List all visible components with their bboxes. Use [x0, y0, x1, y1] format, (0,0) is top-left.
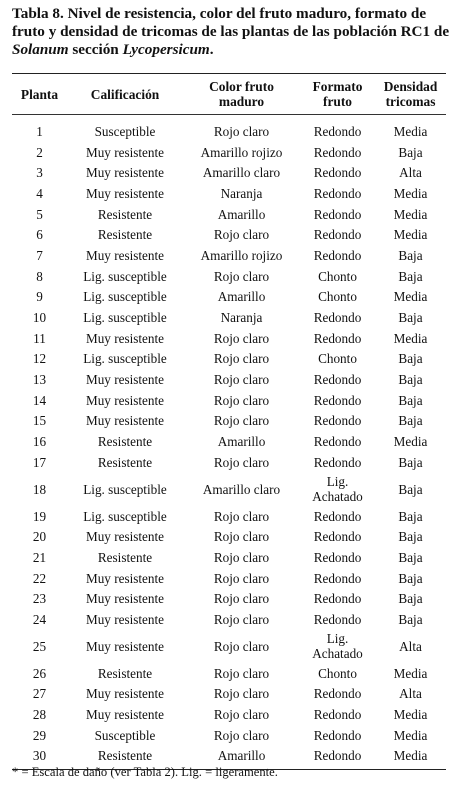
cell-color: Amarillo: [217, 206, 266, 222]
cell-planta: 19: [32, 508, 47, 524]
cell-color: Rojo claro: [213, 727, 270, 743]
header-calificacion: Calificación: [67, 74, 183, 115]
cell-color: Rojo claro: [213, 570, 270, 586]
cell-formato: Redondo: [313, 310, 362, 326]
cell-formato: Lig. Achatado: [312, 474, 363, 505]
cell-formato: Redondo: [313, 392, 362, 408]
cell-calificacion: Lig. susceptible: [83, 289, 167, 305]
cell-color: Amarillo: [183, 746, 300, 770]
table-caption: [12, 5, 458, 59]
cell-formato: Redondo: [313, 727, 362, 743]
cell-color: Rojo claro: [213, 707, 270, 723]
cell-planta: 27: [32, 686, 47, 702]
cell-planta: 8: [36, 268, 43, 284]
table-row: [12, 588, 446, 609]
table-body: [12, 115, 446, 770]
table-row: [12, 142, 446, 163]
cell-densidad: Baja: [398, 570, 423, 586]
cell-planta: 5: [36, 206, 43, 222]
cell-calificacion: Muy resistente: [85, 185, 164, 201]
table-row: [12, 473, 446, 506]
cell-color: Rojo claro: [213, 638, 270, 654]
cell-color: Rojo claro: [213, 454, 270, 470]
table-row: [12, 328, 446, 349]
table-row: [12, 684, 446, 705]
cell-planta: 10: [32, 310, 47, 326]
cell-color: Rojo claro: [213, 351, 270, 367]
table-row: [12, 390, 446, 411]
cell-formato: Redondo: [313, 206, 362, 222]
cell-formato: Redondo: [313, 686, 362, 702]
cell-planta: 14: [32, 392, 47, 408]
cell-calificacion: Muy resistente: [85, 372, 164, 388]
cell-densidad: Media: [393, 330, 428, 346]
cell-color: Rojo claro: [213, 508, 270, 524]
cell-color: Rojo claro: [213, 123, 270, 139]
cell-color: Rojo claro: [213, 392, 270, 408]
cell-calificacion: Lig. susceptible: [83, 481, 167, 497]
cell-color: Rojo claro: [213, 268, 270, 284]
table-row: [12, 547, 446, 568]
cell-planta: 23: [32, 591, 47, 607]
cell-densidad: Baja: [398, 481, 423, 497]
cell-formato: Redondo: [313, 570, 362, 586]
cell-densidad: Media: [393, 665, 428, 681]
cell-color: Rojo claro: [213, 665, 270, 681]
cell-densidad: Baja: [398, 454, 423, 470]
cell-formato: Chonto: [318, 289, 357, 305]
cell-planta: 13: [32, 372, 47, 388]
cell-planta: 9: [36, 289, 43, 305]
cell-densidad: Alta: [399, 686, 422, 702]
cell-color: Rojo claro: [213, 413, 270, 429]
cell-planta: 3: [36, 165, 43, 181]
cell-calificacion: Resistente: [97, 454, 153, 470]
table-row: [12, 162, 446, 183]
cell-densidad: Media: [393, 185, 428, 201]
cell-calificacion: Resistente: [67, 746, 183, 770]
cell-formato: Redondo: [313, 591, 362, 607]
cell-planta: 20: [32, 529, 47, 545]
cell-formato: Redondo: [313, 549, 362, 565]
table-row: [12, 307, 446, 328]
cell-formato: Lig. Achatado: [312, 631, 363, 662]
cell-calificacion: Muy resistente: [85, 247, 164, 263]
table-row: [12, 663, 446, 684]
cell-calificacion: Resistente: [97, 227, 153, 243]
cell-color: Rojo claro: [213, 227, 270, 243]
cell-color: Rojo claro: [213, 591, 270, 607]
cell-calificacion: Muy resistente: [85, 529, 164, 545]
cell-planta: 2: [36, 144, 43, 160]
cell-calificacion: Muy resistente: [85, 686, 164, 702]
cell-planta: 18: [32, 481, 47, 497]
cell-calificacion: Lig. susceptible: [83, 351, 167, 367]
cell-calificacion: Resistente: [97, 549, 153, 565]
cell-calificacion: Susceptible: [94, 727, 156, 743]
cell-calificacion: Susceptible: [94, 123, 156, 139]
cell-formato: Redondo: [313, 707, 362, 723]
cell-densidad: Media: [393, 289, 428, 305]
cell-densidad: Baja: [398, 508, 423, 524]
cell-planta: 12: [32, 351, 47, 367]
cell-formato: Redondo: [313, 123, 362, 139]
cell-planta: 22: [32, 570, 47, 586]
cell-planta: 17: [32, 454, 47, 470]
cell-formato: Redondo: [313, 434, 362, 450]
table-row: [12, 369, 446, 390]
table-row: [12, 630, 446, 663]
cell-color: Amarillo claro: [202, 165, 281, 181]
caption-prefix: Tabla 8.: [12, 5, 64, 22]
cell-densidad: Baja: [398, 413, 423, 429]
cell-planta: 4: [36, 185, 43, 201]
cell-color: Rojo claro: [213, 330, 270, 346]
cell-color: Amarillo: [217, 289, 266, 305]
cell-planta: 26: [32, 665, 47, 681]
table-row: [12, 224, 446, 245]
cell-planta: 28: [32, 707, 47, 723]
cell-formato: Chonto: [318, 268, 357, 284]
cell-densidad: Baja: [398, 529, 423, 545]
cell-color: Amarillo claro: [202, 481, 281, 497]
footnote: * = Escala de daño (ver Tabla 2). Lig. = ligeramente.: [12, 765, 278, 779]
cell-calificacion: Lig. susceptible: [83, 508, 167, 524]
cell-formato: Redondo: [313, 185, 362, 201]
caption-section: Lycopersicum: [122, 41, 210, 58]
cell-color: Rojo claro: [213, 611, 270, 627]
header-row: [12, 74, 446, 115]
cell-calificacion: Muy resistente: [85, 330, 164, 346]
table-row: [12, 287, 446, 308]
cell-densidad: Media: [393, 707, 428, 723]
cell-color: Rojo claro: [213, 372, 270, 388]
cell-formato: Redondo: [313, 529, 362, 545]
cell-calificacion: Muy resistente: [85, 638, 164, 654]
caption-text-2: sección: [68, 41, 123, 58]
cell-formato: Redondo: [300, 746, 375, 770]
cell-densidad: Media: [393, 727, 428, 743]
cell-planta: 16: [32, 434, 47, 450]
cell-planta: 11: [33, 330, 46, 346]
cell-calificacion: Muy resistente: [85, 413, 164, 429]
cell-densidad: Baja: [398, 351, 423, 367]
cell-calificacion: Muy resistente: [85, 392, 164, 408]
cell-color: Rojo claro: [213, 549, 270, 565]
header-formato: Formato fruto: [300, 74, 375, 115]
table-row: [12, 506, 446, 527]
cell-calificacion: Muy resistente: [85, 707, 164, 723]
cell-formato: Chonto: [318, 351, 357, 367]
table-row: [12, 411, 446, 432]
cell-color: Amarillo: [217, 434, 266, 450]
cell-calificacion: Muy resistente: [85, 144, 164, 160]
cell-calificacion: Lig. susceptible: [83, 310, 167, 326]
cell-formato: Redondo: [313, 611, 362, 627]
cell-formato: Chonto: [318, 665, 357, 681]
cell-color: Amarillo rojizo: [200, 144, 283, 160]
cell-formato: Redondo: [313, 227, 362, 243]
caption-text-1: Nivel de resistencia, color del fruto maduro, formato de fruto y densidad de tricomas de las plantas de las población RC1 de: [12, 5, 450, 40]
cell-calificacion: Muy resistente: [85, 611, 164, 627]
cell-planta: 24: [32, 611, 47, 627]
header-planta: Planta: [12, 74, 67, 115]
cell-densidad: Media: [393, 206, 428, 222]
cell-planta: 21: [32, 549, 47, 565]
cell-formato: Redondo: [313, 330, 362, 346]
cell-calificacion: Muy resistente: [85, 591, 164, 607]
table-row: [12, 609, 446, 630]
cell-planta: 6: [36, 227, 43, 243]
cell-planta: 30: [12, 746, 67, 770]
table-row: [12, 115, 446, 142]
cell-densidad: Baja: [398, 392, 423, 408]
cell-color: Rojo claro: [213, 686, 270, 702]
cell-densidad: Baja: [398, 268, 423, 284]
cell-calificacion: Resistente: [97, 206, 153, 222]
cell-calificacion: Resistente: [97, 434, 153, 450]
cell-densidad: Baja: [398, 611, 423, 627]
cell-color: Naranja: [220, 310, 263, 326]
cell-densidad: Baja: [398, 591, 423, 607]
cell-calificacion: Muy resistente: [85, 165, 164, 181]
cell-planta: 7: [36, 247, 43, 263]
cell-planta: 29: [32, 727, 47, 743]
cell-densidad: Baja: [398, 310, 423, 326]
cell-densidad: Baja: [398, 372, 423, 388]
table-row: [12, 704, 446, 725]
table-header: [12, 74, 446, 115]
caption-genus: Solanum: [12, 41, 69, 58]
cell-formato: Redondo: [313, 247, 362, 263]
table-row: [12, 183, 446, 204]
cell-color: Naranja: [220, 185, 263, 201]
table-row: [12, 431, 446, 452]
cell-densidad: Media: [393, 227, 428, 243]
table-row: [12, 568, 446, 589]
cell-formato: Redondo: [313, 372, 362, 388]
cell-color: Rojo claro: [213, 529, 270, 545]
cell-densidad: Media: [375, 746, 446, 770]
cell-formato: Redondo: [313, 508, 362, 524]
cell-calificacion: Lig. susceptible: [83, 268, 167, 284]
cell-densidad: Alta: [399, 638, 422, 654]
cell-formato: Redondo: [313, 413, 362, 429]
table-row: [12, 204, 446, 225]
cell-densidad: Baja: [398, 144, 423, 160]
table-row: [12, 245, 446, 266]
cell-formato: Redondo: [313, 454, 362, 470]
table-row: [12, 526, 446, 547]
cell-formato: Redondo: [313, 144, 362, 160]
cell-calificacion: Resistente: [97, 665, 153, 681]
table-row: [12, 725, 446, 746]
header-color: Color fruto maduro: [183, 74, 300, 115]
cell-planta: 15: [32, 413, 47, 429]
cell-formato: Redondo: [313, 165, 362, 181]
table-row: [12, 452, 446, 473]
cell-planta: 25: [32, 638, 47, 654]
cell-densidad: Media: [393, 434, 428, 450]
caption-text-3: .: [209, 41, 214, 58]
cell-densidad: Alta: [399, 165, 422, 181]
cell-calificacion: Muy resistente: [85, 570, 164, 586]
data-table: [12, 73, 446, 770]
cell-densidad: Baja: [398, 247, 423, 263]
cell-densidad: Baja: [398, 549, 423, 565]
table-row: [12, 349, 446, 370]
cell-color: Amarillo rojizo: [200, 247, 283, 263]
table-row: [12, 266, 446, 287]
header-densidad: Densidad tricomas: [375, 74, 446, 115]
cell-densidad: Media: [393, 123, 428, 139]
cell-planta: 1: [36, 123, 43, 139]
